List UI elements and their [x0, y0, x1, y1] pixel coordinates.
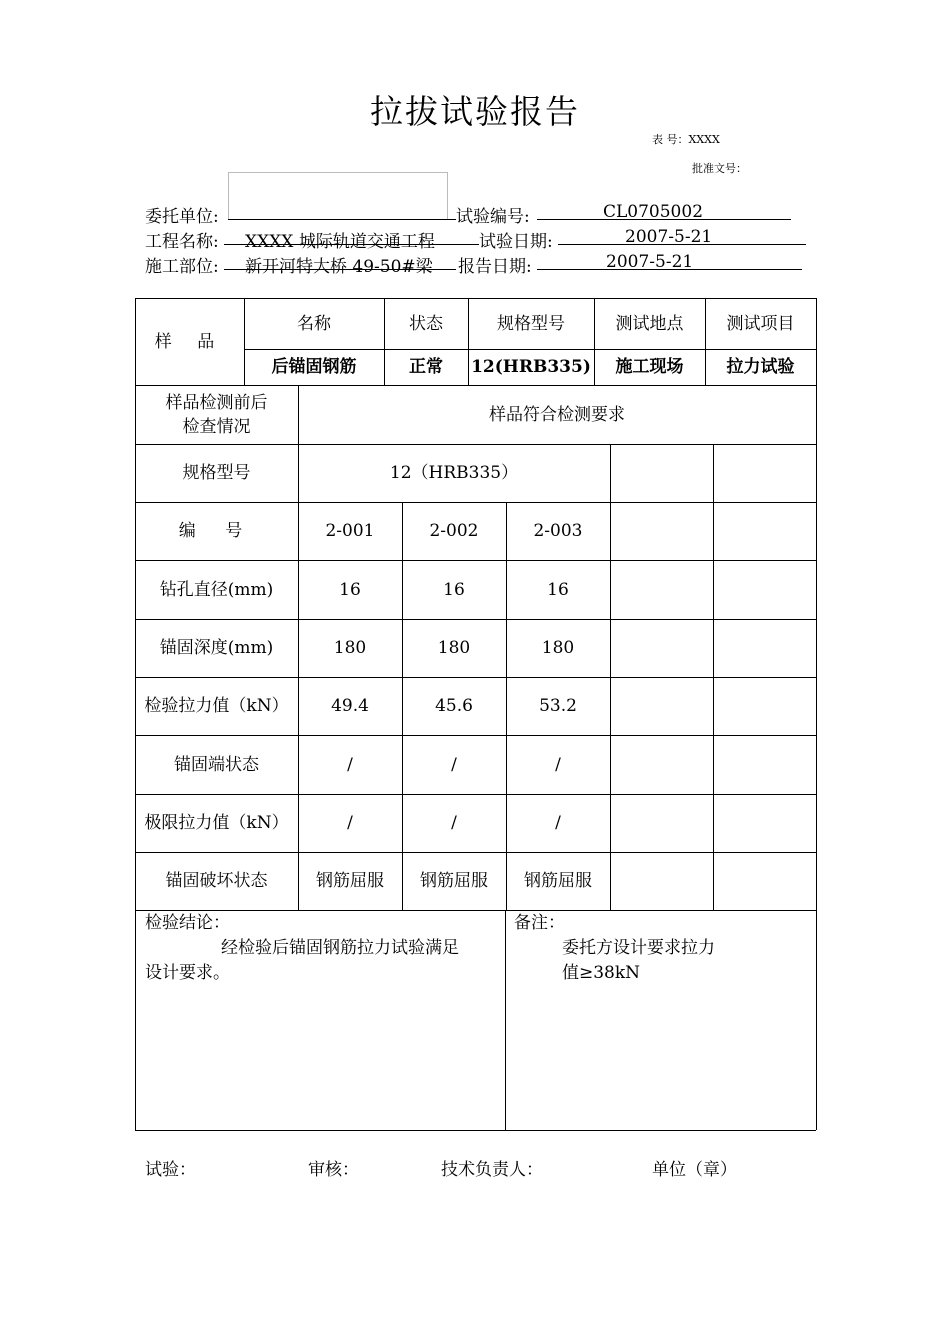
conclusion-line1: 经检验后锚固钢筋拉力试验满足 — [221, 938, 459, 958]
sample-header-location: 测试地点 — [615, 313, 684, 334]
table-cell: / — [451, 813, 457, 833]
table-cell: 180 — [333, 638, 367, 658]
site-label: 施工部位: — [145, 257, 219, 277]
table-cell: 53.2 — [539, 696, 577, 716]
spec-label: 规格型号 — [182, 463, 251, 483]
sample-value-state: 正常 — [409, 357, 443, 377]
table-cell: / — [347, 754, 353, 775]
test-date-value: 2007-5-21 — [625, 227, 713, 247]
form-number: 表 号：XXXX — [652, 133, 720, 146]
row-label-number: 编 号 — [178, 521, 255, 541]
inspection-label-line1: 样品检测前后 — [165, 392, 268, 413]
table-cell: 45.6 — [435, 696, 473, 716]
inspection-label — [135, 385, 298, 444]
table-cell: 钢筋屈服 — [316, 871, 384, 891]
table-cell: 16 — [339, 579, 361, 600]
sample-label: 样 品 — [154, 331, 225, 352]
spec-value: 12（HRB335） — [389, 463, 519, 483]
inspection-label-line2: 检查情况 — [182, 416, 251, 437]
client-label: 委托单位: — [145, 207, 219, 227]
table-cell: 180 — [541, 638, 575, 658]
table-cell: 2-002 — [429, 521, 479, 541]
sample-header-state: 状态 — [409, 313, 443, 334]
row-label-hole-diameter: 钻孔直径(mm) — [159, 579, 274, 600]
client-input-box — [228, 172, 448, 219]
table-cell: / — [347, 813, 353, 833]
table-cell: / — [555, 754, 561, 775]
table-cell: 180 — [437, 638, 471, 658]
sample-value-spec: 12(HRB335) — [471, 357, 591, 377]
table-cell: 49.4 — [331, 696, 369, 716]
row-label-failure-mode: 锚固破坏状态 — [165, 871, 268, 891]
table-cell: 钢筋屈服 — [420, 871, 488, 891]
test-date-label: 试验日期: — [479, 232, 553, 252]
conclusion-label: 检验结论： — [145, 913, 230, 933]
table-cell: / — [451, 754, 457, 775]
sample-header-name: 名称 — [297, 313, 331, 334]
report-date-label: 报告日期: — [458, 257, 532, 277]
remarks-label: 备注： — [514, 913, 565, 933]
table-cell: 16 — [443, 579, 465, 600]
site-value: 新开河特大桥 49-50#梁 — [245, 257, 433, 277]
inspection-value: 样品符合检测要求 — [489, 404, 625, 425]
remarks-line1: 委托方设计要求拉力 — [562, 938, 715, 958]
project-label: 工程名称: — [145, 232, 219, 252]
remarks-line2: 值≥38kN — [562, 963, 641, 983]
sample-header-item: 测试项目 — [726, 313, 795, 334]
row-label-test-force: 检验拉力值（kN） — [144, 696, 289, 716]
sample-value-item: 拉力试验 — [726, 357, 795, 377]
table-cell: 2-003 — [533, 521, 583, 541]
table-cell: 2-001 — [325, 521, 375, 541]
test-no-label: 试验编号: — [456, 207, 530, 227]
table-cell: / — [555, 813, 561, 833]
sample-value-location: 施工现场 — [615, 357, 684, 377]
signature-tech: 技术负责人： — [441, 1160, 543, 1180]
project-value: XXXX 城际轨道交通工程 — [245, 232, 435, 252]
report-date-value: 2007-5-21 — [606, 252, 694, 272]
signature-review: 审核： — [308, 1160, 359, 1180]
table-cell: 钢筋屈服 — [524, 871, 592, 891]
client-underline — [228, 219, 456, 220]
row-label-ultimate-force: 极限拉力值（kN） — [144, 813, 289, 833]
signature-unit: 单位（章） — [652, 1160, 737, 1180]
row-label-anchor-depth: 锚固深度(mm) — [159, 638, 274, 658]
conclusion-line2: 设计要求。 — [145, 963, 230, 983]
page-title: 拉拔试验报告 — [370, 92, 580, 131]
row-label-anchor-end-state: 锚固端状态 — [174, 754, 259, 775]
test-no-value: CL0705002 — [603, 202, 704, 222]
approval-number: 批准文号： — [692, 162, 747, 175]
signature-test: 试验： — [145, 1160, 196, 1180]
sample-header-spec: 规格型号 — [497, 313, 565, 334]
sample-value-name: 后锚固钢筋 — [271, 357, 357, 377]
table-cell: 16 — [547, 579, 569, 600]
